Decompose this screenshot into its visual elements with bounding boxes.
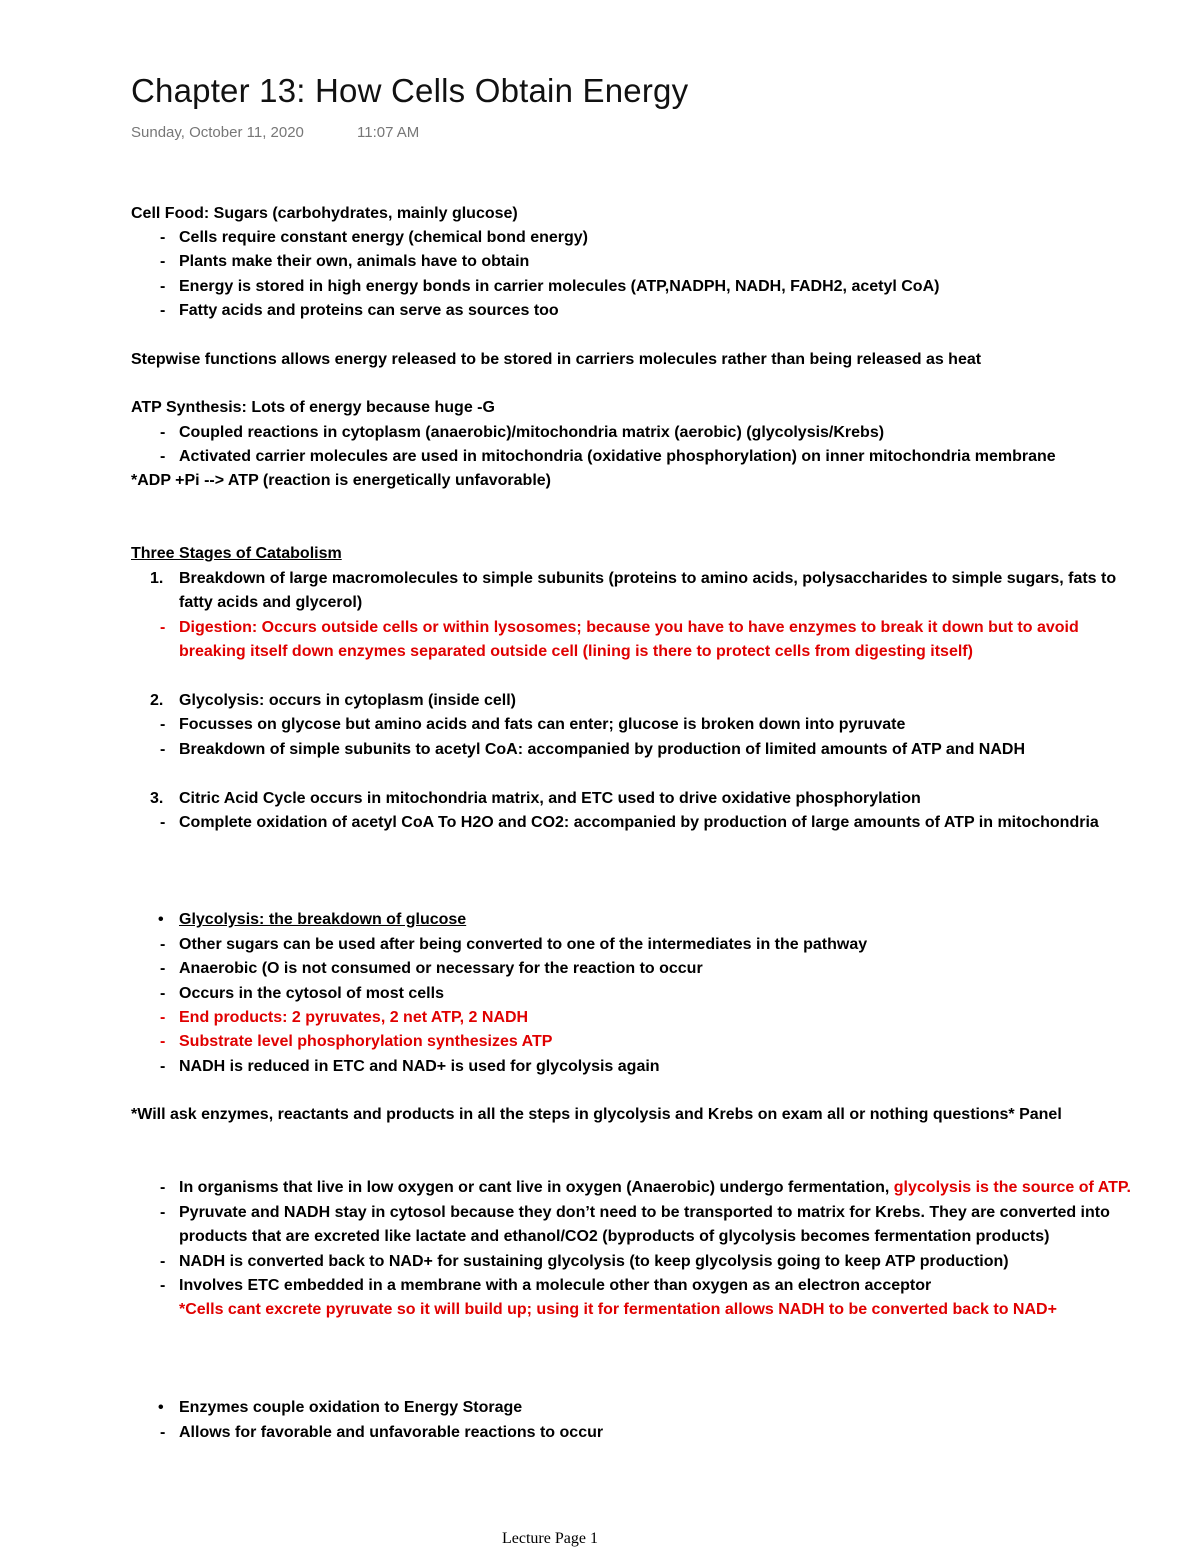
list-item: End products: 2 pyruvates, 2 net ATP, 2 NADH (179, 1009, 529, 1026)
stage-2-text: Glycolysis: occurs in cytoplasm (inside cell) (179, 692, 517, 709)
page-footer: Lecture Page 1 (502, 1530, 598, 1547)
dash-marker: - (160, 741, 166, 758)
dash-marker: - (160, 716, 166, 733)
fermentation-item-3: NADH is converted back to NAD+ for sustaining glycolysis (to keep glycolysis going to keep ATP production) (179, 1253, 1009, 1270)
list-item: Other sugars can be used after being converted to one of the intermediates in the pathway (179, 936, 868, 953)
fermentation-item-2-cont: products that are excreted like lactate and ethanol/CO2 (byproducts of glycolysis becomes fermentation products) (179, 1228, 1050, 1245)
list-item: Coupled reactions in cytoplasm (anaerobic)/mitochondria matrix (aerobic) (glycolysis/Krebs) (179, 424, 885, 441)
fermentation-item-2: Pyruvate and NADH stay in cytosol because they don’t need to be transported to matrix for Krebs. They are converted into (179, 1204, 1110, 1221)
list-item: Cells require constant energy (chemical bond energy) (179, 229, 588, 246)
stage-number: 3. (150, 790, 164, 807)
stage-number: 2. (150, 692, 164, 709)
stage-1-text-cont: fatty acids and glycerol) (179, 594, 363, 611)
list-item: Anaerobic (O is not consumed or necessary for the reaction to occur (179, 960, 703, 977)
fermentation-item-1 (179, 1178, 1131, 1198)
list-item: NADH is reduced in ETC and NAD+ is used for glycolysis again (179, 1058, 660, 1075)
page-date: Sunday, October 11, 2020 (131, 124, 304, 141)
dash-marker: - (160, 619, 166, 636)
enzymes-heading: Enzymes couple oxidation to Energy Storage (179, 1399, 523, 1416)
fermentation-text: In organisms that live in low oxygen or cant live in oxygen (Anaerobic) undergo fermentation, (179, 1179, 894, 1196)
digestion-text-cont: breaking itself down enzymes separated outside cell (lining is there to protect cells from digesting itself) (179, 643, 973, 660)
fermentation-item-4: Involves ETC embedded in a membrane with a molecule other than oxygen as an electron acceptor (179, 1277, 932, 1294)
fermentation-note: *Cells cant excrete pyruvate so it will build up; using it for fermentation allows NADH to be converted back to NAD+ (179, 1301, 1057, 1318)
dash-marker: - (160, 960, 166, 977)
stage-3-text: Citric Acid Cycle occurs in mitochondria matrix, and ETC used to drive oxidative phosphorylation (179, 790, 921, 807)
list-item: Energy is stored in high energy bonds in carrier molecules (ATP,NADPH, NADH, FADH2, acetyl CoA) (179, 278, 940, 295)
list-item: Allows for favorable and unfavorable reactions to occur (179, 1424, 604, 1441)
stepwise-text: Stepwise functions allows energy released to be stored in carriers molecules rather than being released as heat (131, 351, 982, 368)
digestion-text: Digestion: Occurs outside cells or within lysosomes; because you have to have enzymes to break it down but to avoid (179, 619, 1079, 636)
list-item: Substrate level phosphorylation synthesizes ATP (179, 1033, 553, 1050)
dash-marker: - (160, 302, 166, 319)
list-item: Fatty acids and proteins can serve as sources too (179, 302, 559, 319)
glycolysis-heading: Glycolysis: the breakdown of glucose (179, 911, 467, 928)
atp-heading: ATP Synthesis: Lots of energy because huge -G (131, 399, 495, 416)
dash-marker: - (160, 1253, 166, 1270)
exam-note: *Will ask enzymes, reactants and products in all the steps in glycolysis and Krebs on exam all or nothing questions* Panel (131, 1106, 1062, 1123)
fermentation-highlight: glycolysis is the source of ATP. (893, 1179, 1131, 1196)
page-time: 11:07 AM (357, 124, 420, 141)
dash-marker: - (160, 1277, 166, 1294)
stage-number: 1. (150, 570, 164, 587)
dash-marker: - (160, 278, 166, 295)
dash-marker: - (160, 1058, 166, 1075)
cell-food-heading: Cell Food: Sugars (carbohydrates, mainly glucose) (131, 205, 518, 222)
list-item: Plants make their own, animals have to obtain (179, 253, 530, 270)
dash-marker: - (160, 448, 166, 465)
dash-marker: - (160, 229, 166, 246)
dash-marker: - (160, 1424, 166, 1441)
dash-marker: - (160, 253, 166, 270)
dash-marker: - (160, 1204, 166, 1221)
page-title: Chapter 13: How Cells Obtain Energy (131, 72, 689, 109)
list-item: Occurs in the cytosol of most cells (179, 985, 444, 1002)
dash-marker: - (160, 985, 166, 1002)
stage-1-text: Breakdown of large macromolecules to simple subunits (proteins to amino acids, polysaccharides to simple sugars, fats to (179, 570, 1117, 587)
dash-marker: - (160, 1033, 166, 1050)
dash-marker: - (160, 1179, 166, 1196)
list-item: Breakdown of simple subunits to acetyl CoA: accompanied by production of limited amounts of ATP and NADH (179, 741, 1025, 758)
list-item: Activated carrier molecules are used in mitochondria (oxidative phosphorylation) on inner mitochondria membrane (179, 448, 1056, 465)
list-item: Focusses on glycose but amino acids and fats can enter; glucose is broken down into pyruvate (179, 716, 906, 733)
dash-marker: - (160, 814, 166, 831)
dash-marker: - (160, 424, 166, 441)
atp-note: *ADP +Pi --> ATP (reaction is energetically unfavorable) (131, 472, 551, 489)
dash-marker: - (160, 1009, 166, 1026)
dash-marker: - (160, 936, 166, 953)
bullet-marker: • (158, 1399, 164, 1416)
catabolism-heading: Three Stages of Catabolism (131, 545, 342, 562)
list-item: Complete oxidation of acetyl CoA To H2O and CO2: accompanied by production of large amounts of ATP in mitochondria (179, 814, 1099, 831)
bullet-marker: • (158, 911, 164, 928)
